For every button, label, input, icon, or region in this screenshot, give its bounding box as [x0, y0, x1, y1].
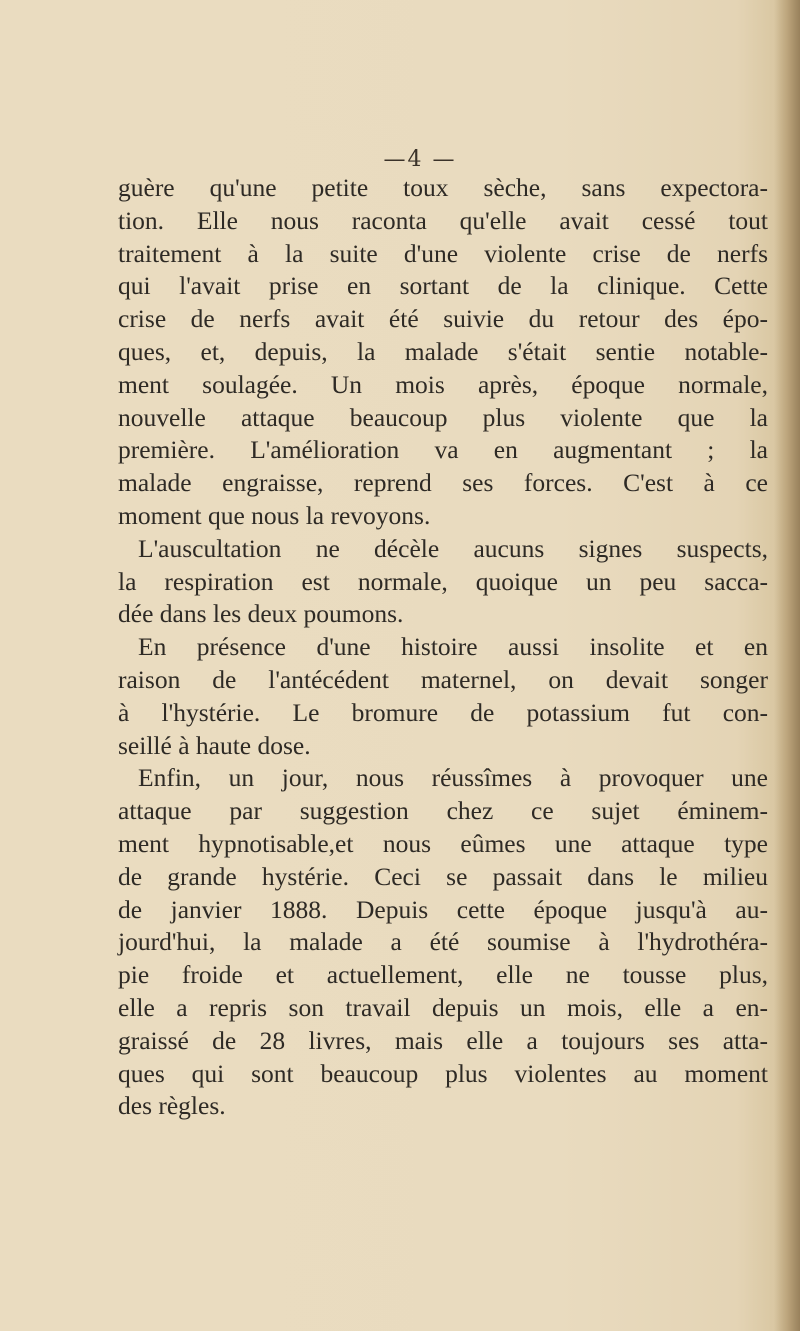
text-line: moment que nous la revoyons. — [118, 500, 431, 530]
text-line: dée dans les deux poumons. — [118, 599, 404, 629]
text-line: raison de l'antécédent maternel, on devait songer — [118, 664, 768, 694]
text-line: guère qu'une petite toux sèche, sans expectora- — [118, 173, 768, 202]
body-text — [118, 172, 768, 1123]
text-line: ment soulagée. Un mois après, époque normale, — [118, 369, 768, 399]
text-line: ment hypnotisable,et nous eûmes une attaque type — [118, 828, 768, 858]
text-line: jourd'hui, la malade a été soumise à l'hydrothéra- — [118, 927, 768, 957]
text-line: des règles. — [118, 1091, 226, 1121]
text-line: graissé de 28 livres, mais elle a toujours ses atta- — [118, 1025, 768, 1055]
text-line: crise de nerfs avait été suivie du retour des épo- — [118, 304, 768, 334]
text-line: qui l'avait prise en sortant de la clinique. Cette — [118, 271, 768, 301]
text-line: première. L'amélioration va en augmentant ; la — [118, 435, 768, 465]
text-line: En présence d'une histoire aussi insolite et en — [138, 632, 768, 662]
page-edge-shadow — [774, 0, 800, 1331]
text-line: de grande hystérie. Ceci se passait dans le milieu — [118, 861, 768, 891]
text-line: nouvelle attaque beaucoup plus violente que la — [118, 402, 768, 432]
text-line: elle a repris son travail depuis un mois, elle a en- — [118, 992, 768, 1022]
text-line: la respiration est normale, quoique un peu sacca- — [118, 566, 768, 596]
text-line: seillé à haute dose. — [118, 730, 311, 760]
text-line: Enfin, un jour, nous réussîmes à provoquer une — [138, 763, 768, 793]
text-line: ques, et, depuis, la malade s'était sentie notable- — [118, 336, 768, 366]
text-line: à l'hystérie. Le bromure de potassium fut con- — [118, 697, 768, 727]
text-line: attaque par suggestion chez ce sujet éminem- — [118, 796, 768, 826]
page-number: —4 — — [383, 147, 457, 172]
text-line: de janvier 1888. Depuis cette époque jusqu'à au- — [118, 894, 768, 924]
text-line: tion. Elle nous raconta qu'elle avait cessé tout — [118, 205, 768, 235]
text-line: pie froide et actuellement, elle ne tousse plus, — [118, 960, 768, 990]
text-line: L'auscultation ne décèle aucuns signes suspects, — [138, 533, 768, 563]
text-line: malade engraisse, reprend ses forces. C'est à ce — [118, 468, 768, 498]
text-line: ques qui sont beaucoup plus violentes au moment — [118, 1058, 768, 1088]
text-line: traitement à la suite d'une violente crise de nerfs — [118, 238, 768, 268]
